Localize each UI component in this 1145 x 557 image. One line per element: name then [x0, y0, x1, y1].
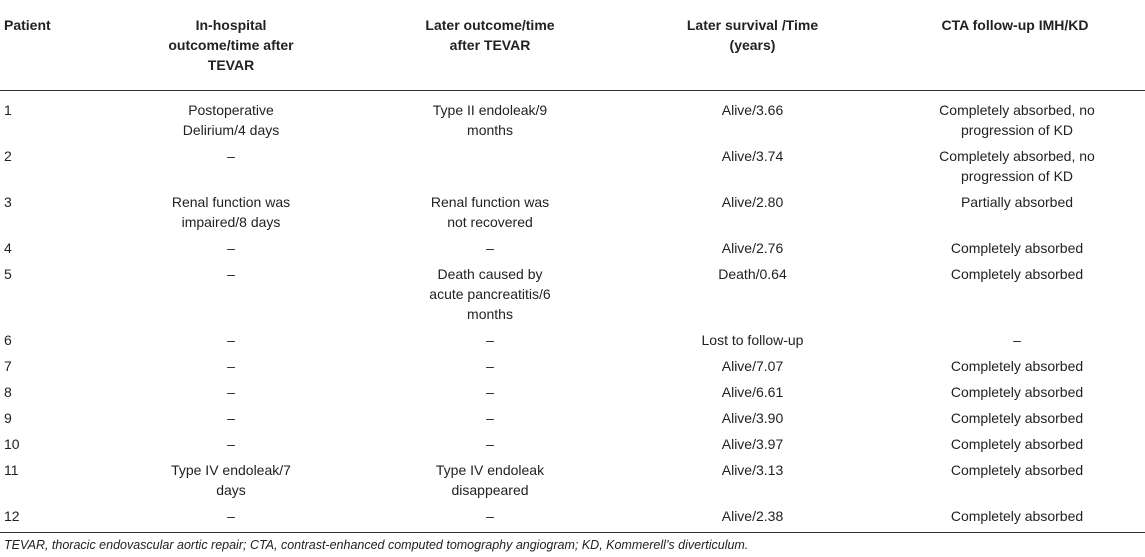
cell-text: Type IV endoleak disappeared — [435, 462, 545, 498]
cell-cta-follow-up — [885, 457, 1145, 503]
cell-later-outcome — [360, 261, 620, 327]
cell-text: – — [486, 358, 494, 374]
header-later-outcome — [360, 6, 620, 91]
cell-text: Renal function was not recovered — [430, 194, 550, 230]
cell-later-outcome — [360, 143, 620, 189]
cell-text: Renal function was impaired/8 days — [171, 194, 291, 230]
table-row — [0, 235, 1145, 261]
cell-in-hospital-outcome — [102, 189, 360, 235]
cell-later-outcome — [360, 379, 620, 405]
cell-text: 9 — [4, 410, 12, 426]
cell-text: – — [486, 240, 494, 256]
cell-later-outcome — [360, 457, 620, 503]
cell-text: – — [486, 508, 494, 524]
table-header-row — [0, 6, 1145, 91]
cell-later-survival — [620, 261, 885, 327]
cell-cta-follow-up — [885, 261, 1145, 327]
cell-text: – — [227, 240, 235, 256]
cell-later-outcome — [360, 235, 620, 261]
cell-cta-follow-up — [885, 431, 1145, 457]
cell-text: – — [227, 508, 235, 524]
cell-text: 7 — [4, 358, 12, 374]
cell-later-survival — [620, 327, 885, 353]
cell-in-hospital-outcome — [102, 457, 360, 503]
cell-in-hospital-outcome — [102, 431, 360, 457]
table-row — [0, 457, 1145, 503]
cell-text: 8 — [4, 384, 12, 400]
cell-text: 10 — [4, 436, 20, 452]
cell-cta-follow-up — [885, 189, 1145, 235]
cell-text: Completely absorbed — [950, 384, 1084, 400]
cell-text: – — [227, 436, 235, 452]
cell-text: Alive/6.61 — [721, 384, 784, 400]
cell-cta-follow-up — [885, 327, 1145, 353]
cell-in-hospital-outcome — [102, 353, 360, 379]
cell-text: 2 — [4, 148, 12, 164]
cell-text: Completely absorbed, no progression of KD — [939, 102, 1095, 138]
cell-text: Completely absorbed — [950, 508, 1084, 524]
cell-text: 12 — [4, 508, 20, 524]
cell-cta-follow-up — [885, 143, 1145, 189]
cell-patient — [0, 189, 102, 235]
cell-text: Alive/3.90 — [721, 410, 784, 426]
cell-in-hospital-outcome — [102, 91, 360, 144]
cell-in-hospital-outcome — [102, 405, 360, 431]
cell-text: – — [486, 384, 494, 400]
cell-later-outcome — [360, 431, 620, 457]
header-later-survival — [620, 6, 885, 91]
cell-text: Alive/7.07 — [721, 358, 784, 374]
cell-later-outcome — [360, 405, 620, 431]
header-patient: Patient — [0, 6, 102, 91]
cell-later-outcome — [360, 503, 620, 533]
cell-patient — [0, 431, 102, 457]
cell-later-survival — [620, 457, 885, 503]
cell-cta-follow-up — [885, 379, 1145, 405]
cell-text: Alive/3.66 — [721, 102, 784, 118]
cell-patient — [0, 405, 102, 431]
cell-text: 5 — [4, 266, 12, 282]
cell-cta-follow-up — [885, 91, 1145, 144]
cell-text: Alive/3.74 — [721, 148, 784, 164]
cell-patient — [0, 143, 102, 189]
cell-text: Completely absorbed — [950, 358, 1084, 374]
cell-text: – — [227, 148, 235, 164]
cell-in-hospital-outcome — [102, 143, 360, 189]
cell-text: Completely absorbed — [950, 266, 1084, 282]
cell-text: – — [227, 384, 235, 400]
cell-in-hospital-outcome — [102, 261, 360, 327]
table-row — [0, 261, 1145, 327]
cell-cta-follow-up — [885, 235, 1145, 261]
header-later-outcome-text: Later outcome/time after TEVAR — [425, 17, 555, 53]
cell-text: Completely absorbed — [950, 240, 1084, 256]
cell-later-outcome — [360, 189, 620, 235]
cell-text: Completely absorbed, no progression of KD — [939, 148, 1095, 184]
table-row — [0, 91, 1145, 144]
cell-text: Alive/2.80 — [721, 194, 784, 210]
cell-text: Completely absorbed — [950, 462, 1084, 478]
cell-patient — [0, 261, 102, 327]
table-row — [0, 353, 1145, 379]
cell-text: Type II endoleak/9 months — [432, 102, 548, 138]
cell-later-outcome — [360, 353, 620, 379]
table-row — [0, 503, 1145, 533]
cell-text: 6 — [4, 332, 12, 348]
cell-later-survival — [620, 353, 885, 379]
table-body — [0, 91, 1145, 533]
table-row — [0, 431, 1145, 457]
cell-patient — [0, 235, 102, 261]
cell-later-outcome — [360, 327, 620, 353]
cell-text: Postoperative Delirium/4 days — [182, 102, 280, 138]
table-row — [0, 405, 1145, 431]
cell-text: Type IV endoleak/7 days — [171, 462, 291, 498]
cell-in-hospital-outcome — [102, 379, 360, 405]
table-row — [0, 189, 1145, 235]
cell-text: – — [227, 410, 235, 426]
table-row — [0, 327, 1145, 353]
cell-later-outcome — [360, 91, 620, 144]
cell-in-hospital-outcome — [102, 235, 360, 261]
cell-text: Lost to follow-up — [701, 332, 804, 348]
header-later-survival-text: Later survival /Time (years) — [686, 17, 819, 53]
cell-later-survival — [620, 405, 885, 431]
cell-text: Alive/3.13 — [721, 462, 784, 478]
cell-later-survival — [620, 379, 885, 405]
cell-text: Alive/3.97 — [721, 436, 784, 452]
cell-patient — [0, 457, 102, 503]
table-row — [0, 379, 1145, 405]
cell-text: Partially absorbed — [960, 194, 1074, 210]
cell-text: Completely absorbed — [950, 410, 1084, 426]
cell-text: Death/0.64 — [718, 266, 787, 282]
header-in-hospital-outcome-text: In-hospital outcome/time after TEVAR — [168, 17, 294, 73]
cell-text: – — [227, 266, 235, 282]
cell-patient — [0, 327, 102, 353]
cell-text: – — [486, 410, 494, 426]
cell-patient — [0, 379, 102, 405]
cell-text: Completely absorbed — [950, 436, 1084, 452]
cell-patient — [0, 91, 102, 144]
cell-text: Death caused by acute pancreatitis/6 months — [429, 266, 551, 322]
cell-text: – — [486, 332, 494, 348]
cell-later-survival — [620, 503, 885, 533]
header-cta-follow-up: CTA follow-up IMH/KD — [885, 6, 1145, 91]
cell-later-survival — [620, 189, 885, 235]
cell-text: 11 — [4, 462, 19, 478]
cell-patient — [0, 503, 102, 533]
header-in-hospital-outcome — [102, 6, 360, 91]
cell-cta-follow-up — [885, 503, 1145, 533]
cell-text: Alive/2.38 — [721, 508, 784, 524]
cell-text: 3 — [4, 194, 12, 210]
cell-text: – — [227, 332, 235, 348]
cell-cta-follow-up — [885, 353, 1145, 379]
outcomes-table — [0, 6, 1145, 533]
cell-text: – — [486, 436, 494, 452]
cell-text: Alive/2.76 — [721, 240, 784, 256]
cell-later-survival — [620, 91, 885, 144]
table-row — [0, 143, 1145, 189]
cell-later-survival — [620, 431, 885, 457]
cell-later-survival — [620, 143, 885, 189]
table-footnote: TEVAR, thoracic endovascular aortic repair; CTA, contrast-enhanced computed tomography angiogram; KD, Kommerell’s diverticulum. — [4, 538, 749, 552]
cell-in-hospital-outcome — [102, 503, 360, 533]
cell-text: 4 — [4, 240, 12, 256]
cell-text: – — [1013, 332, 1021, 348]
cell-text: 1 — [4, 102, 12, 118]
cell-in-hospital-outcome — [102, 327, 360, 353]
cell-later-survival — [620, 235, 885, 261]
cell-text: – — [227, 358, 235, 374]
cell-cta-follow-up — [885, 405, 1145, 431]
cell-patient — [0, 353, 102, 379]
